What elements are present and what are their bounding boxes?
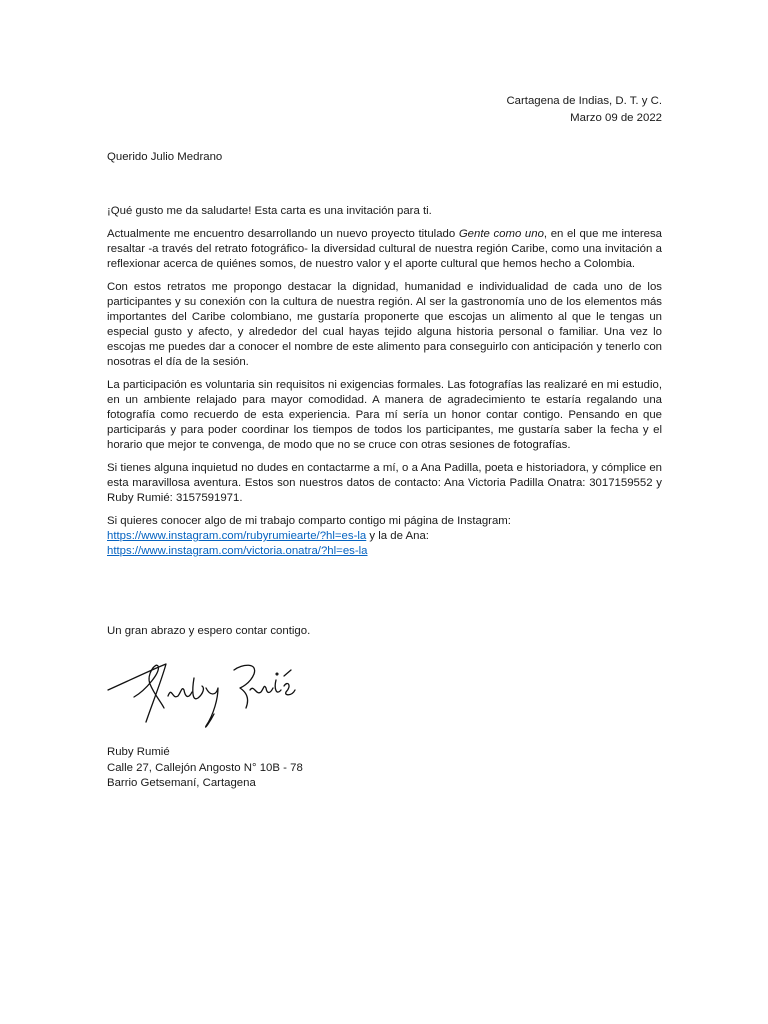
instagram-link-ana[interactable]: https://www.instagram.com/victoria.onatra/?hl=es-la: [107, 545, 368, 557]
instagram-intro: Si quieres conocer algo de mi trabajo comparto contigo mi página de Instagram:: [107, 515, 511, 527]
project-title: Gente como uno: [458, 228, 544, 240]
paragraph-contact: Si tienes alguna inquietud no dudes en contactarme a mí, o a Ana Padilla, poeta e historiadora, y cómplice en esta maravillosa aventura. Estos son nuestros datos de contacto: Ana Victoria Padilla Onatra: 3017159552 y Ruby Rumié: 3157591971.: [107, 462, 662, 504]
link-connector: y la de Ana:: [366, 530, 429, 542]
address-line-1: Calle 27, Callejón Angosto N° 10B - 78: [107, 761, 303, 774]
handwritten-signature: [106, 652, 296, 737]
place-date-block: [506, 93, 662, 127]
p1-before: Actualmente me encuentro desarrollando un nuevo proyecto titulado: [107, 228, 459, 240]
paragraph-instagram: [107, 514, 662, 559]
paragraph-portraits: Con estos retratos me propongo destacar la dignidad, humanidad e individualidad de cada uno de los participantes y su conexión con la cultura de nuestra región. Al ser la gastronomía uno de los elementos más importantes del Caribe colombiano, me gustaría proponerte que escojas un alimento al que le tengas un especial gusto y afecto, y alrededor del cual hayas tejido alguna historia personal o familiar. Una vez lo escojas me puedes dar a conocer el nombre de este alimento para conseguirlo con anticipación y tenerlo con nosotras el día de la sesión.: [107, 281, 662, 368]
salutation: Querido Julio Medrano: [107, 151, 223, 163]
date-line: Marzo 09 de 2022: [570, 112, 662, 124]
signature-drawing: [106, 652, 296, 732]
sender-name: Ruby Rumié: [107, 746, 170, 758]
paragraph-participation: La participación es voluntaria sin requisitos ni exigencias formales. Las fotografías las realizaré en mi estudio, en un ambiente relajado para mayor comodidad. A manera de agradecimiento te estaría regalando una fotografía como recuerdo de esta experiencia. Para mí sería un honor contar contigo. Pensando en que participarás y para poder coordinar los tiempos de todos los participantes, me gustaría saber la fecha y el horario que mejor te convenga, de modo que no se cruce con otras sesiones de fotografías.: [107, 379, 662, 451]
greeting-paragraph: ¡Qué gusto me da saludarte! Esta carta es una invitación para ti.: [107, 205, 432, 217]
sender-block: [107, 745, 303, 792]
paragraph-project: [107, 227, 662, 272]
closing-line: Un gran abrazo y espero contar contigo.: [107, 625, 311, 637]
p1-after: , en el que me interesa resaltar -a través del retrato fotográfico- la diversidad cultural de nuestra región Caribe, como una invitación a reflexionar acerca de quiénes somos, de nuestro valor y el aporte cultural que hemos hecho a Colombia.: [107, 228, 663, 270]
instagram-link-ruby[interactable]: https://www.instagram.com/rubyrumiearte/?hl=es-la: [107, 530, 367, 542]
letter-body: [107, 204, 662, 567]
place-line: Cartagena de Indias, D. T. y C.: [506, 95, 662, 107]
address-line-2: Barrio Getsemaní, Cartagena: [107, 777, 256, 789]
